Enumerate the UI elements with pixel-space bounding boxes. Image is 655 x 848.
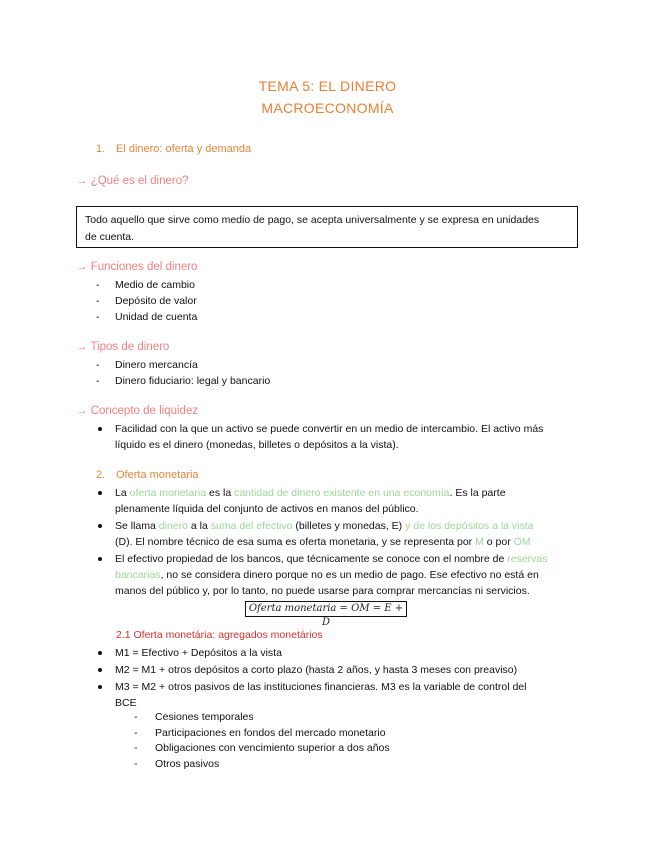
list-item: [96, 373, 270, 389]
text: . Es la parte: [449, 487, 506, 499]
list-item-text: Otros pasivos: [155, 757, 220, 770]
dash-marker: -: [96, 359, 100, 371]
list-item: [134, 726, 390, 742]
text: (D). El nombre técnico de esa suma es oferta monetaria, y se representa por: [115, 536, 476, 548]
text: La: [115, 487, 130, 499]
list-item-text: Obligaciones con vencimiento superior a dos años: [155, 742, 390, 754]
list-item-text: Dinero mercancía: [115, 359, 198, 371]
list-item-text: Dinero fiduciario: legal y bancario: [115, 375, 271, 387]
section-heading-1: [96, 143, 251, 155]
highlight-text: y de los depósitos a la vista: [405, 520, 534, 532]
section-number: 2.: [96, 469, 106, 481]
dash-marker: -: [134, 757, 138, 770]
highlight-text: M: [475, 536, 484, 548]
list-item: [96, 309, 197, 325]
dash-marker: -: [96, 311, 100, 323]
list-item: [134, 741, 390, 757]
text: Se llama: [115, 520, 159, 532]
list-item-text: M2 = M1 + otros depósitos a corto plazo (hasta 2 años, y hasta 3 meses con preaviso): [115, 664, 518, 676]
list-item: [96, 645, 576, 661]
formula-box: Oferta monetaria = OM = E + D: [245, 601, 407, 617]
list-item-text: M3 = M2 + otros pasivos de las instituciones financieras. M3 es la variable de control del: [115, 681, 527, 693]
list-item-text: Depósito de valor: [115, 295, 197, 307]
list-item: [96, 662, 576, 678]
list-item: [96, 293, 197, 309]
highlight-text: oferta monetaria: [129, 487, 207, 499]
bullet-icon: [98, 668, 102, 672]
dash-marker: -: [134, 726, 138, 739]
highlight-text: reservas: [507, 553, 548, 565]
agregados-list: [96, 645, 576, 712]
text: a la: [187, 520, 211, 532]
heading-funciones: → Funciones del dinero: [76, 261, 198, 273]
list-item: [134, 710, 390, 726]
heading-que-es-dinero: → ¿Qué es el dinero?: [76, 175, 189, 187]
list-item-text: Medio de cambio: [115, 279, 195, 291]
bullet-icon: [98, 651, 102, 655]
list-item: [96, 357, 270, 373]
highlight-text: OM: [513, 536, 531, 548]
bullet-icon: [98, 524, 102, 528]
list-item: [96, 679, 576, 711]
tipos-list: [96, 357, 270, 389]
list-item-text: manos del público y, por lo tanto, no puede usarse para comprar mercancías ni servicios.: [115, 585, 530, 597]
text: , no se considera dinero porque no es un medio de pago. Ese efectivo no está en: [160, 569, 539, 581]
section-label: Oferta monetaria: [116, 469, 199, 481]
bullet-icon: [98, 427, 102, 431]
document-subtitle: MACROECONOMÍA: [261, 100, 394, 116]
text: (billetes y monedas, E): [292, 520, 406, 532]
list-item: [96, 485, 576, 517]
section-number: 1.: [96, 143, 106, 155]
list-item: [96, 421, 576, 453]
list-item-text: Participaciones en fondos del mercado monetario: [155, 726, 386, 739]
list-item-text: Unidad de cuenta: [115, 311, 198, 323]
bullet-icon: [98, 557, 102, 561]
oferta-list: [96, 485, 576, 600]
definition-line: de cuenta.: [85, 231, 135, 243]
definition-line: Todo aquello que sirve como medio de pago, se acepta universalmente y se expresa en unidades: [85, 214, 540, 226]
list-item-text: Cesiones temporales: [155, 711, 254, 723]
subsection-heading: 2.1 Oferta monetária: agregados monetários: [116, 629, 323, 641]
list-item: [134, 757, 390, 773]
dash-marker: -: [134, 742, 138, 754]
list-item: [96, 551, 576, 599]
text: es la: [206, 487, 235, 499]
bullet-icon: [98, 685, 102, 689]
heading-tipos: → Tipos de dinero: [76, 341, 170, 353]
bullet-icon: [98, 491, 102, 495]
highlight-text: bancarias: [115, 569, 161, 581]
dash-marker: -: [134, 711, 138, 723]
funciones-list: [96, 277, 197, 325]
list-item-text: M1 = Efectivo + Depósitos a la vista: [115, 647, 282, 659]
heading-liquidez: → Concepto de liquidez: [76, 405, 199, 417]
section-heading-2: [96, 469, 199, 481]
list-item-text: Facilidad con la que un activo se puede convertir en un medio de intercambio. El activo más: [115, 423, 544, 435]
dash-marker: -: [96, 375, 100, 387]
list-item-text: plenamente líquida del conjunto de activos en manos del público.: [115, 503, 419, 515]
m3-sublist: [134, 710, 390, 772]
section-label: El dinero: oferta y demanda: [116, 143, 252, 155]
highlight-text: cantidad de dinero existente en una economía: [234, 487, 450, 499]
text: o por: [483, 536, 514, 548]
document-title: TEMA 5: EL DINERO: [258, 78, 397, 94]
highlight-text: suma del efectivo: [210, 520, 293, 532]
definition-box: [76, 206, 578, 248]
list-item: [96, 518, 576, 550]
highlight-text: dinero: [158, 520, 188, 532]
list-item-text: BCE: [115, 697, 137, 709]
dash-marker: -: [96, 279, 100, 291]
dash-marker: -: [96, 295, 100, 307]
list-item-text: líquido es el dinero (monedas, billetes o depósitos a la vista).: [115, 439, 399, 451]
liquidez-list: [96, 421, 576, 454]
text: El efectivo propiedad de los bancos, que técnicamente se conoce con el nombre de: [115, 553, 508, 565]
list-item: [96, 277, 197, 293]
